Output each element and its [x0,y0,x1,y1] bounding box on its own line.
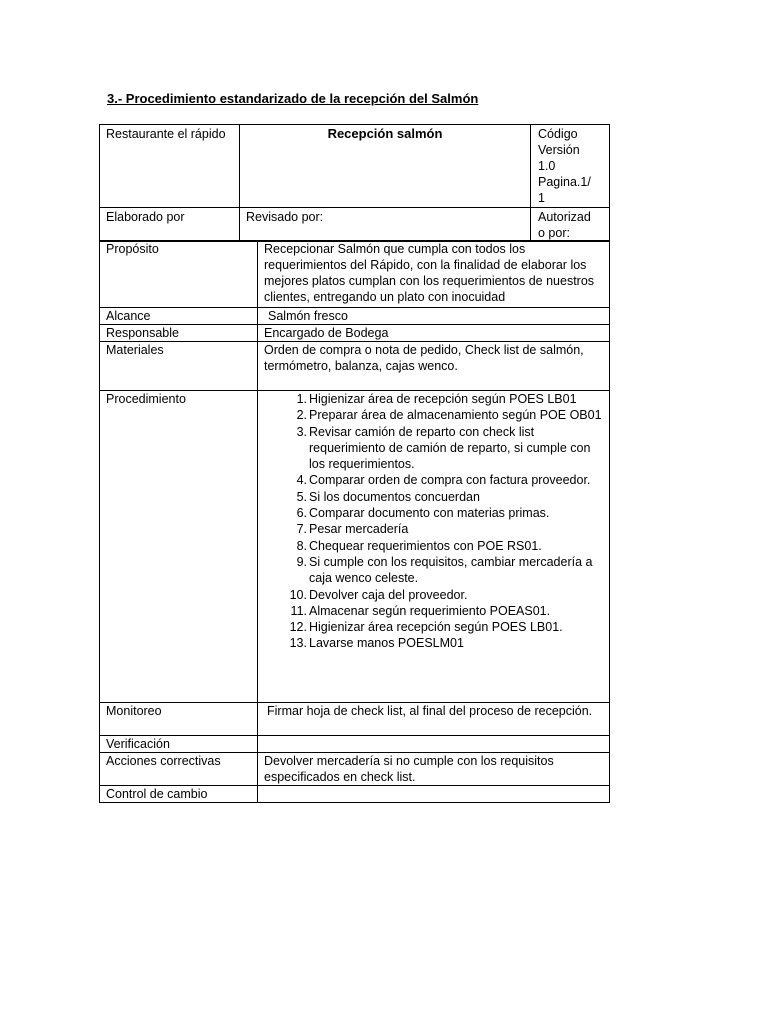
step-number: 7. [296,522,307,537]
change-control-label: Control de cambio [100,786,258,803]
row-responsible [100,325,610,342]
scope-value: Salmón fresco [258,308,610,325]
procedure-step [289,619,603,635]
step-number: 5. [296,489,307,504]
step-text: Devolver caja del proveedor. [309,587,468,602]
header-row-signatures [100,208,610,242]
procedure-step [289,635,603,651]
monitoring-label: Monitoreo [100,703,258,736]
monitoring-value: Firmar hoja de check list, al final del proceso de recepción. [258,703,610,736]
page-label: Pagina.1/ [538,175,591,189]
document-title: 3.- Procedimiento estandarizado de la recepción del Salmón [107,91,479,106]
code-version-page [531,125,610,208]
restaurant-name: Restaurante el rápido [100,125,240,208]
step-number: 4. [296,473,307,488]
scope-label: Alcance [100,308,258,325]
reviewed-by-label: Revisado por: [240,208,531,242]
version-label: Versión [538,143,580,157]
row-corrective-actions [100,753,610,786]
step-text: Comparar documento con materias primas. [309,506,550,521]
procedure-step [296,554,603,587]
step-number: 6. [296,506,307,521]
procedure-step [296,505,603,521]
row-purpose [100,241,610,308]
step-text: Revisar camión de reparto con check list requerimiento de camión de reparto, si cumple con los requerimientos. [309,424,591,472]
row-verification [100,736,610,753]
header-table [99,124,610,242]
row-procedure [100,391,610,703]
step-number: 8. [296,538,307,553]
step-number: 10. [289,587,307,602]
procedure-step [296,472,603,488]
step-text: Pesar mercadería [309,522,409,537]
materials-label: Materiales [100,342,258,391]
page-number: 1 [538,191,545,205]
step-text: Preparar área de almacenamiento según POE OB01 [309,408,602,423]
procedure-step [296,391,603,407]
step-number: 2. [296,408,307,423]
procedure-step [296,489,603,505]
step-number: 12. [289,620,307,635]
authorized-line-1: Autorizad [538,210,591,224]
row-materials [100,342,610,391]
procedure-step [296,407,603,423]
elaborated-by-label: Elaborado por [100,208,240,242]
version-number: 1.0 [538,159,556,173]
step-text: Comparar orden de compra con factura proveedor. [309,473,591,488]
purpose-label: Propósito [100,241,258,308]
step-number: 9. [296,554,307,569]
corrective-actions-label: Acciones correctivas [100,753,258,786]
header-row-title [100,125,610,208]
procedure-step [290,603,603,619]
responsible-label: Responsable [100,325,258,342]
change-control-value [258,786,610,803]
procedure-steps-cell [258,391,610,703]
verification-value [258,736,610,753]
materials-value: Orden de compra o nota de pedido, Check list de salmón, termómetro, balanza, cajas wenco. [258,342,610,391]
row-scope [100,308,610,325]
verification-label: Verificación [100,736,258,753]
code-label: Código [538,127,578,141]
step-text: Higienizar área de recepción según POES LB01 [309,392,577,406]
procedure-label: Procedimiento [100,391,258,703]
procedure-title: Recepción salmón [240,125,531,208]
step-text: Almacenar según requerimiento POEAS01. [309,603,551,618]
step-text: Chequear requerimientos con POE RS01. [309,538,542,553]
procedure-step [296,424,603,473]
step-text: Higienizar área recepción según POES LB01. [309,620,563,635]
responsible-value: Encargado de Bodega [258,325,610,342]
step-text: Lavarse manos POESLM01 [309,636,464,651]
procedure-table [99,240,610,803]
authorized-line-2: o por: [538,226,570,240]
step-number: 3. [296,424,307,439]
row-monitoring [100,703,610,736]
procedure-step [296,538,603,554]
procedure-steps-list [264,391,603,652]
authorized-by-label [531,208,610,242]
step-number: 1. [296,392,307,406]
procedure-step [289,587,603,603]
corrective-actions-value: Devolver mercadería si no cumple con los requisitos especificados en check list. [258,753,610,786]
step-number: 11. [290,603,307,618]
row-change-control [100,786,610,803]
step-number: 13. [289,636,307,651]
procedure-step [296,521,603,537]
step-text: Si cumple con los requisitos, cambiar mercadería a caja wenco celeste. [309,554,593,586]
purpose-value: Recepcionar Salmón que cumpla con todos los requerimientos del Rápido, con la finalidad de elaborar los mejores platos cumplan con los requerimientos de nuestros clientes, entregando un plato con inocuidad [258,241,610,308]
step-text: Si los documentos concuerdan [309,489,480,504]
